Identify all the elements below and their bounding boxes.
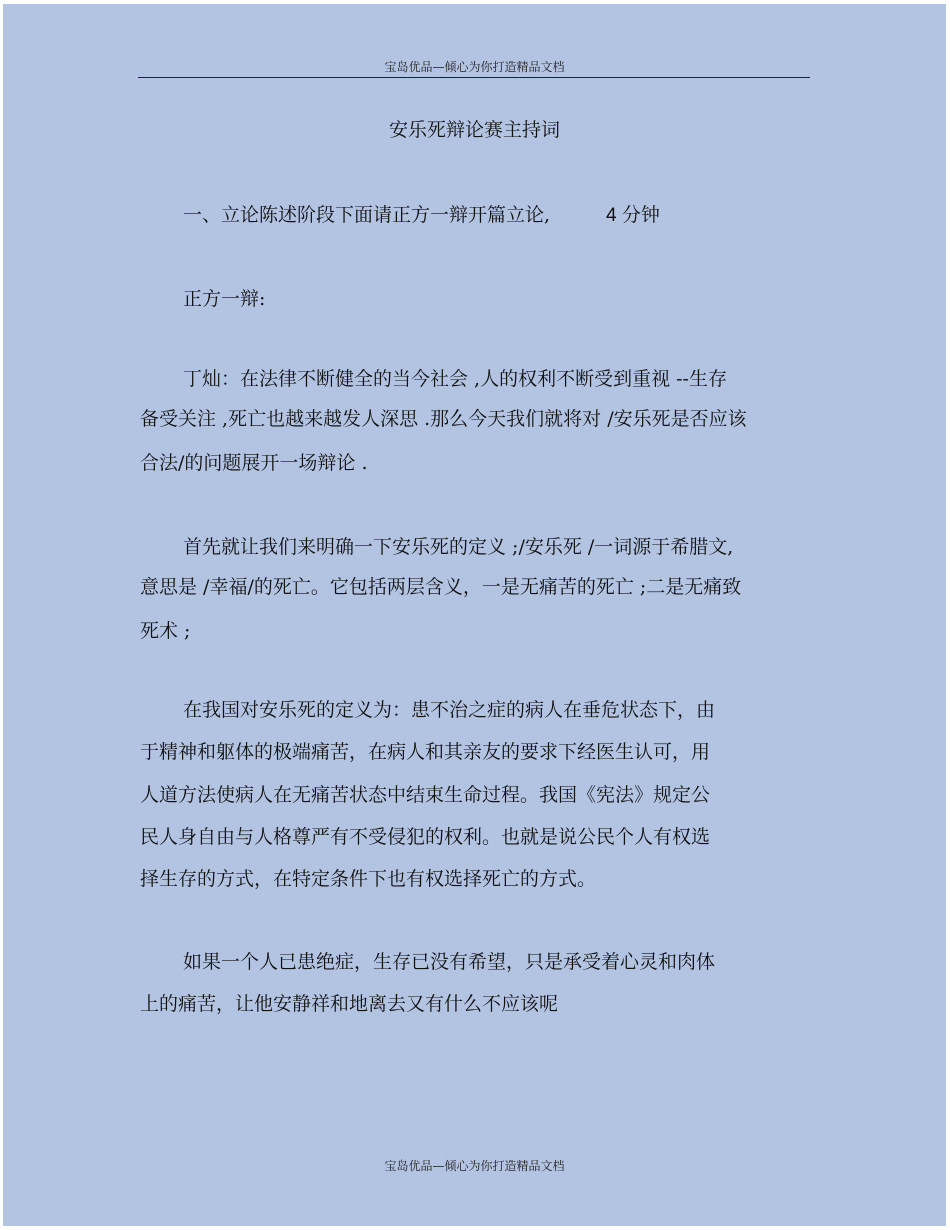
header-divider	[138, 77, 810, 78]
paragraph-line: 备受关注 ,死亡也越来越发人深思 .那么今天我们就将对 /安乐死是否应该	[140, 408, 747, 430]
speaker-label: 正方一辩:	[183, 288, 266, 310]
paragraph-line: 丁灿：在法律不断健全的当今社会 ,人的权利不断受到重视 --生存	[183, 368, 727, 390]
paragraph-line: 意思是 /幸福/的死亡。它包括两层含义，一是无痛苦的死亡 ;二是无痛致	[140, 576, 742, 598]
document-page	[3, 4, 946, 1226]
paragraph-line: 如果一个人已患绝症，生存已没有希望，只是承受着心灵和肉体	[183, 951, 716, 973]
paragraph-line: 民人身自由与人格尊严有不受侵犯的权利。也就是说公民个人有权选	[140, 826, 711, 848]
paragraph-line: 择生存的方式，在特定条件下也有权选择死亡的方式。	[140, 868, 597, 890]
paragraph-line: 死术 ;	[140, 620, 191, 642]
document-title: 安乐死辩论赛主持词	[388, 119, 560, 141]
section-time: 4 分钟	[606, 205, 660, 226]
page-header: 宝岛优品—倾心为你打造精品文档	[384, 60, 565, 74]
page-footer: 宝岛优品—倾心为你打造精品文档	[384, 1159, 565, 1173]
paragraph-line: 在我国对安乐死的定义为：患不治之症的病人在垂危状态下，由	[183, 699, 716, 721]
section-heading	[183, 202, 660, 229]
paragraph-line: 合法/的问题展开一场辩论 .	[140, 452, 368, 474]
paragraph-line: 上的痛苦，让他安静祥和地离去又有什么不应该呢	[140, 993, 559, 1015]
paragraph-line: 于精神和躯体的极端痛苦，在病人和其亲友的要求下经医生认可，用	[140, 741, 711, 763]
paragraph-line: 首先就让我们来明确一下安乐死的定义 ;/安乐死 /一词源于希腊文,	[183, 536, 734, 558]
section-heading-text: 一、立论陈述阶段下面请正方一辩开篇立论,	[183, 204, 551, 226]
paragraph-line: 人道方法使病人在无痛苦状态中结束生命过程。我国《宪法》规定公	[140, 784, 711, 806]
